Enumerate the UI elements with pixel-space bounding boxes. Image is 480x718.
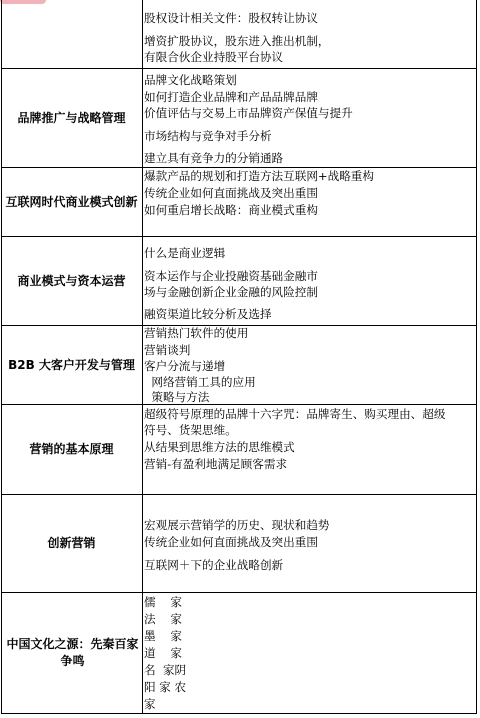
- row-title: 营销的基本原理: [29, 442, 114, 456]
- row-content-line: 股权设计相关文件：股权转让协议: [144, 11, 318, 25]
- row-content-line: 增资扩股协议，股东进入推出机制，: [144, 34, 330, 48]
- row-title: B2B 大客户开发与管理: [8, 357, 135, 372]
- row-content-line: 客户分流与递增: [144, 359, 226, 373]
- table-border-right: [476, 0, 477, 714]
- row-content-line: 融资渠道比较分析及选择: [144, 307, 272, 321]
- row-content-line: 爆款产品的规划和打造方法互联网+战略重构: [144, 169, 374, 183]
- row-content-line: 名 家阴: [144, 663, 187, 677]
- table-border-bottom: [1, 713, 477, 714]
- row-content-line: 场与金融创新企业金融的风险控制: [144, 285, 318, 299]
- row-content-line: 营销谈判: [144, 343, 191, 357]
- row-title: 创新营销: [47, 536, 96, 550]
- row-title: 中国文化之源：先秦百家争鸣: [6, 637, 139, 668]
- row-content-line: 品牌文化战略策划: [144, 73, 237, 87]
- row-title: 品牌推广与战略管理: [17, 110, 126, 125]
- row-content-line: 有限合伙企业持股平台协议: [144, 50, 284, 64]
- row-content-line: 市场结构与竞争对手分析: [144, 129, 272, 143]
- row-content-line: 墨 家: [144, 629, 182, 643]
- row-content-line: 价值评估与交易上市品牌资产保值与提升: [144, 106, 353, 120]
- row-content-line: 阳 家 农: [144, 680, 187, 694]
- row-content-line: 符号、货架思维。: [144, 423, 237, 437]
- row-content-line: 建立具有竞争力的分销通路: [144, 151, 284, 165]
- row-content-line: 家: [144, 697, 156, 711]
- row-title: [2, 0, 141, 68]
- row-content-line: 法 家: [144, 612, 182, 626]
- row-content-line: 策略与方法: [144, 390, 210, 404]
- row-content-line: 从结果到思维方法的思维模式: [144, 440, 295, 454]
- row-content-line: 传统企业如何直面挑战及突出重围: [144, 535, 318, 549]
- row-content-line: 资本运作与企业投融资基础金融市: [144, 269, 318, 283]
- row-content-line: 互联网＋下的企业战略创新: [144, 558, 284, 572]
- row-content-line: 什么是商业逻辑: [144, 246, 226, 260]
- row-content-line: 超级符号原理的品牌十六字咒：品牌寄生、购买理由、超级: [144, 407, 446, 421]
- row-content-line: 传统企业如何直面挑战及突出重围: [144, 186, 318, 200]
- row-content-line: 网络营销工具的应用: [144, 375, 256, 389]
- row-title: 互联网时代商业模式创新: [5, 194, 138, 209]
- row-content-line: 如何打造企业品牌和产品品牌品牌: [144, 90, 318, 104]
- row-content-line: 道 家: [144, 646, 182, 660]
- row-content-line: 营销-有盈利地满足顾客需求: [144, 457, 288, 471]
- row-content-line: 营销热门软件的使用: [144, 326, 249, 340]
- row-content-line: 如何重启增长战略：商业模式重构: [144, 203, 318, 217]
- row-content-line: 儒 家: [144, 595, 182, 609]
- row-title: 商业模式与资本运营: [17, 273, 126, 288]
- row-content-line: 宏观展示营销学的历史、现状和趋势: [144, 518, 330, 532]
